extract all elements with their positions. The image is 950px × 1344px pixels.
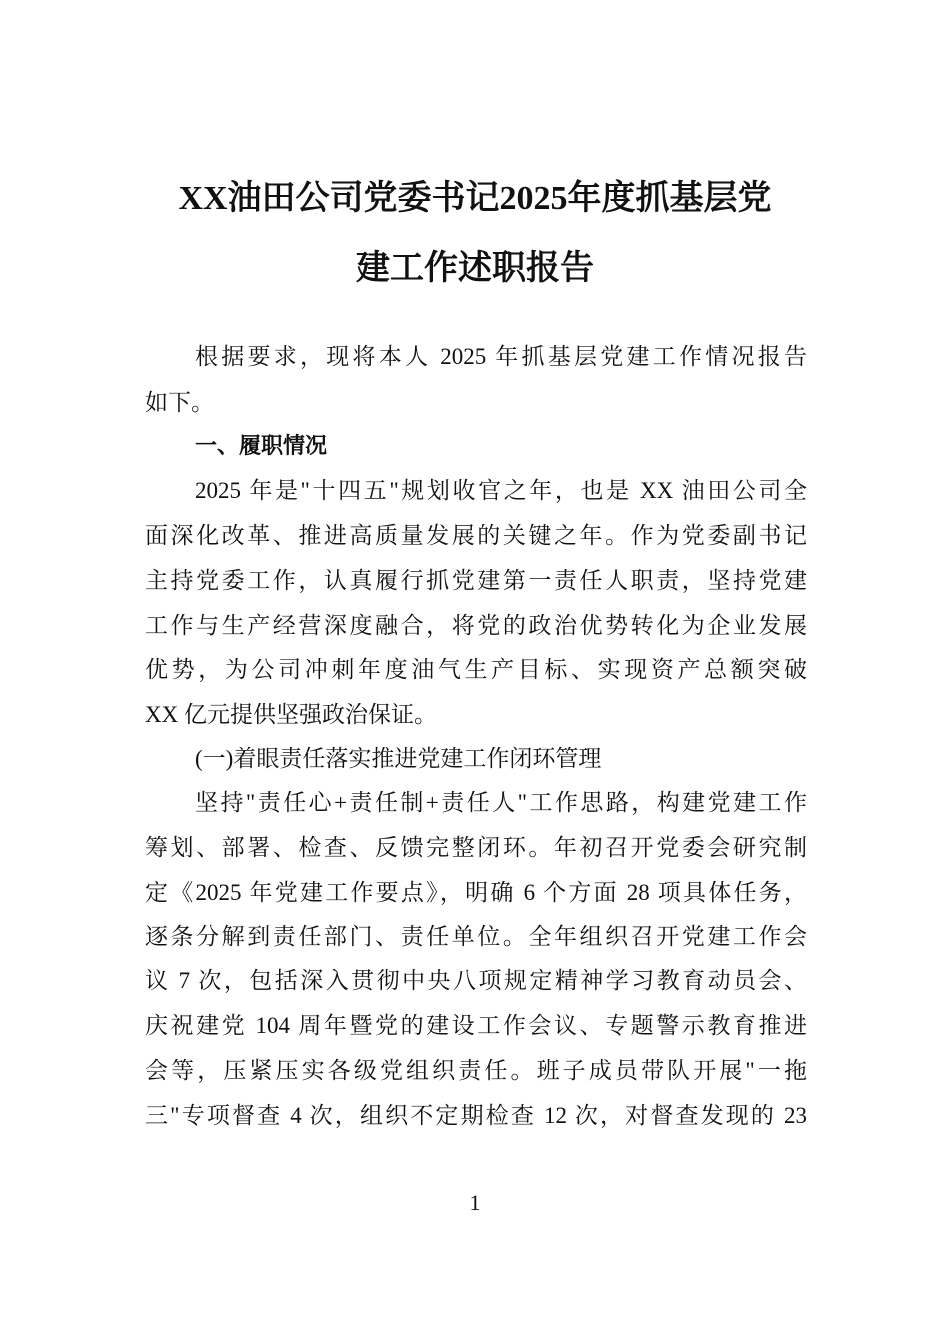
paragraph-line: 庆祝建党 104 周年暨党的建设工作会议、专题警示教育推进 xyxy=(145,1013,807,1038)
paragraph-line: 2025 年是"十四五"规划收官之年，也是 XX 油田公司全 xyxy=(195,478,807,503)
paragraph-line: XX 亿元提供坚强政治保证。 xyxy=(145,702,437,727)
paragraph-line: 如下。 xyxy=(145,390,214,415)
paragraph-line: 会等，压紧压实各级党组织责任。班子成员带队开展"一拖 xyxy=(145,1058,807,1083)
paragraph-line: 坚持"责任心+责任制+责任人"工作思路，构建党建工作 xyxy=(195,790,807,815)
paragraph-line: 筹划、部署、检查、反馈完整闭环。年初召开党委会研究制 xyxy=(145,835,807,860)
section-heading: 一、履职情况 xyxy=(195,434,328,459)
paragraph-line: 优势，为公司冲刺年度油气生产目标、实现资产总额突破 xyxy=(145,657,807,682)
paragraph-line: 议 7 次，包括深入贯彻中央八项规定精神学习教育动员会、 xyxy=(145,968,807,993)
paragraph-line: 逐条分解到责任部门、责任单位。全年组织召开党建工作会 xyxy=(145,924,807,949)
page-number: 1 xyxy=(469,1190,481,1215)
paragraph-line: 面深化改革、推进高质量发展的关键之年。作为党委副书记 xyxy=(145,523,807,548)
paragraph-line: 三"专项督查 4 次，组织不定期检查 12 次，对督查发现的 23 xyxy=(145,1103,807,1128)
document-title-line-1: XX油田公司党委书记2025年度抓基层党 xyxy=(178,180,772,217)
paragraph-line: 定《2025 年党建工作要点》，明确 6 个方面 28 项具体任务， xyxy=(145,880,808,905)
paragraph-line: 工作与生产经营深度融合，将党的政治优势转化为企业发展 xyxy=(145,613,807,638)
paragraph-line: 根据要求，现将本人 2025 年抓基层党建工作情况报告 xyxy=(195,344,807,369)
paragraph-line: 主持党委工作，认真履行抓党建第一责任人职责，坚持党建 xyxy=(145,568,807,593)
subsection-heading: (一)着眼责任落实推进党建工作闭环管理 xyxy=(195,746,602,771)
document-title-line-2: 建工作述职报告 xyxy=(356,250,594,287)
